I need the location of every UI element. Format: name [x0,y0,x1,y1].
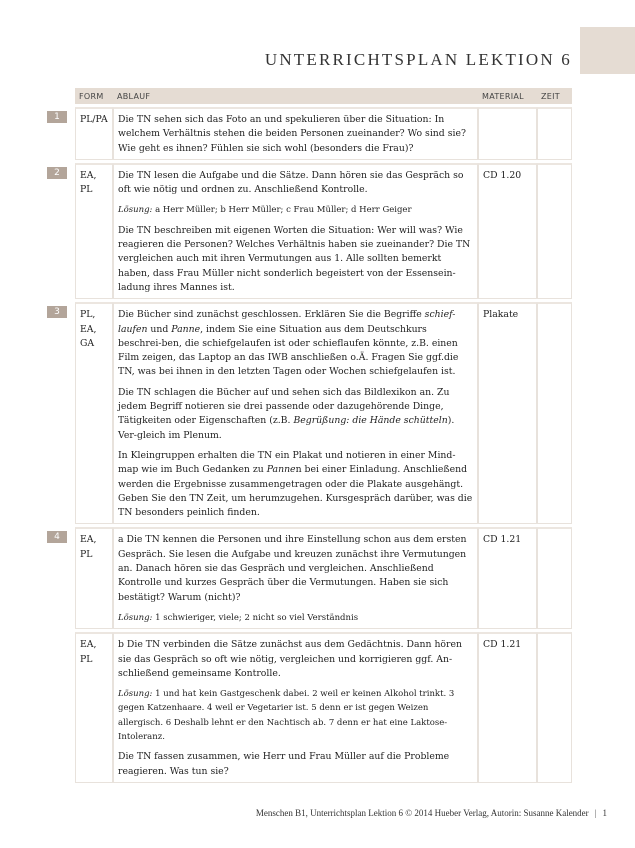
zeit-cell [537,527,572,629]
instruction-paragraph: Die TN fassen zusammen, wie Herr und Frau Müller auf die Probleme reagieren. Was tun sie? [118,751,450,777]
lesson-plan-table [75,85,572,786]
form-value: EA, [80,169,97,181]
corner-tab [580,27,635,74]
solution-text [118,611,473,625]
page-number: 1 [602,808,607,818]
instruction-paragraph: Die TN lesen die Aufgabe und die Sätze. Dann hören sie das Gespräch so oft wie nötig und ordnen zu. Anschließend Kontrolle. [118,169,464,196]
solution-label: Lösung: [118,612,153,623]
header-form: FORM [75,88,113,104]
zeit-cell [537,302,572,524]
zeit-cell [537,107,572,160]
material-cell: CD 1.20 [478,163,537,299]
instruction-paragraph: Die TN beschreiben mit eigenen Worten die Situation: Wer will was? Wie reagieren die Personen? Welches Verhältnis haben sie zueinander? Die TN vergleichen auch mit ihren Vermutungen aus 1. Alle sollten bemerkt haben, dass Frau Müller nicht sonderlich begeistert von der Essensein-ladung ihres Mannes ist. [118,224,471,293]
table-row [75,107,572,160]
instruction-paragraph: Die TN sehen sich das Foto an und spekulieren über die Situation: In welchem Verhältnis stehen die beiden Personen zueinander? Wo sind sie? Wie geht es ihnen? Fühlen sie sich wohl (besonders die Frau)? [118,114,466,154]
page-title: UNTERRICHTSPLAN LEKTION 6 [264,50,572,69]
solution-answer: 1 und hat kein Gastgeschenk dabei. 2 weil er keinen Alkohol trinkt. 3 gegen Katzenhaare. 4 weil er Vegetarier ist. 5 denn er ist gegen Weizen allergisch. 6 Deshalb lehnt er den Nachtisch ab. 7 denn er hat eine Laktose-Intoleranz. [118,689,455,742]
instruction-paragraph: In Kleingruppen erhalten die TN ein Plakat und notieren in einer Mind-map wie im Buch Gedanken zu Pannen bei einer Einladung. Anschließend werden die Ergebnisse zusammengetragen oder die Plakate ausgehängt. Geben Sie den TN Zeit, um herumzugehen. Kursgespräch darüber, was die TN besonders peinlich finden. [118,449,473,519]
solution-label: Lösung: [118,689,153,700]
form-value: GA [80,337,95,349]
header-zeit: ZEIT [537,88,572,104]
instruction-paragraph: b Die TN verbinden die Sätze zunächst aus dem Gedächtnis. Dann hören sie das Gespräch so oft wie nötig, vergleichen und korrigieren ggf. An-schließend gemeinsame Kontrolle. [118,639,462,679]
section-number-badge: 4 [47,531,67,543]
table-row [75,527,572,629]
table-row [75,163,572,299]
instruction-paragraph: a Die TN kennen die Personen und ihre Einstellung schon aus dem ersten Gespräch. Sie lesen die Aufgabe und kreuzen zunächst ihre Vermutungen an. Danach hören sie das Gespräch und vergleichen. Anschließend Kontrolle und kurzes Gespräch über die Vermutungen. Haben sie sich bestätigt? Warum (nicht)? [118,534,467,603]
table-row [75,632,572,783]
form-value: PL/PA [80,114,108,125]
solution-answer: 1 schwieriger, viele; 2 nicht so viel Verständnis [152,612,359,623]
ablauf-cell [113,527,478,629]
instruction-paragraph: Die TN schlagen die Bücher auf und sehen sich das Bildlexikon an. Zu jedem Begriff notieren sie drei passende oder dazugehörende Dinge, Tätigkeiten oder Eigenschaften (z.B. Begrüßung: die Hände schütteln). Ver-gleich im Plenum. [118,386,455,441]
form-cell [75,302,113,524]
instruction-paragraph: Die Bücher sind zunächst geschlossen. Erklären Sie die Begriffe schief-laufen und Panne, indem Sie eine Situation aus dem Deutschkurs beschrei-ben, die schiefgelaufen ist oder schieflaufen könnte, z.B. einen Film zeigen, das Laptop an das IWB anschließen o.Ä. Fragen Sie ggf.die TN, was bei ihnen in den letzten Tagen oder Wochen schiefgelaufen ist. [118,309,459,378]
form-value: EA, [80,639,97,651]
footer-separator: | [594,808,597,818]
table-row [75,302,572,524]
ablauf-cell [113,107,478,160]
section-number-badge: 1 [47,111,67,123]
material-cell: CD 1.21 [478,527,537,629]
form-cell [75,527,113,629]
form-cell [75,163,113,299]
ablauf-cell [113,632,478,783]
solution-answer: a Herr Müller; b Herr Müller; c Frau Müller; d Herr Geiger [152,205,412,216]
solution-text [118,203,473,217]
section-number-badge: 3 [47,306,67,318]
header-ablauf: ABLAUF [113,88,478,104]
form-value: PL, [80,309,96,321]
form-value: EA, [80,323,97,335]
solution-label: Lösung: [118,205,153,216]
form-value: PL [80,653,93,665]
form-cell [75,632,113,783]
ablauf-cell [113,302,478,524]
table-header-row [75,88,572,104]
zeit-cell [537,632,572,783]
material-cell: CD 1.21 [478,632,537,783]
ablauf-cell [113,163,478,299]
section-number-badge: 2 [47,167,67,179]
form-value: EA, [80,534,97,546]
form-cell [75,107,113,160]
material-cell: Plakate [478,302,537,524]
page-footer [256,808,607,818]
zeit-cell [537,163,572,299]
form-value: PL [80,548,93,560]
form-value: PL [80,184,93,196]
footer-text: Menschen B1, Unterrichtsplan Lektion 6 © 2014 Hueber Verlag, Autorin: Susanne Kalender [255,808,589,818]
material-cell [478,107,537,160]
header-material: MATERIAL [478,88,537,104]
solution-text [118,687,473,744]
